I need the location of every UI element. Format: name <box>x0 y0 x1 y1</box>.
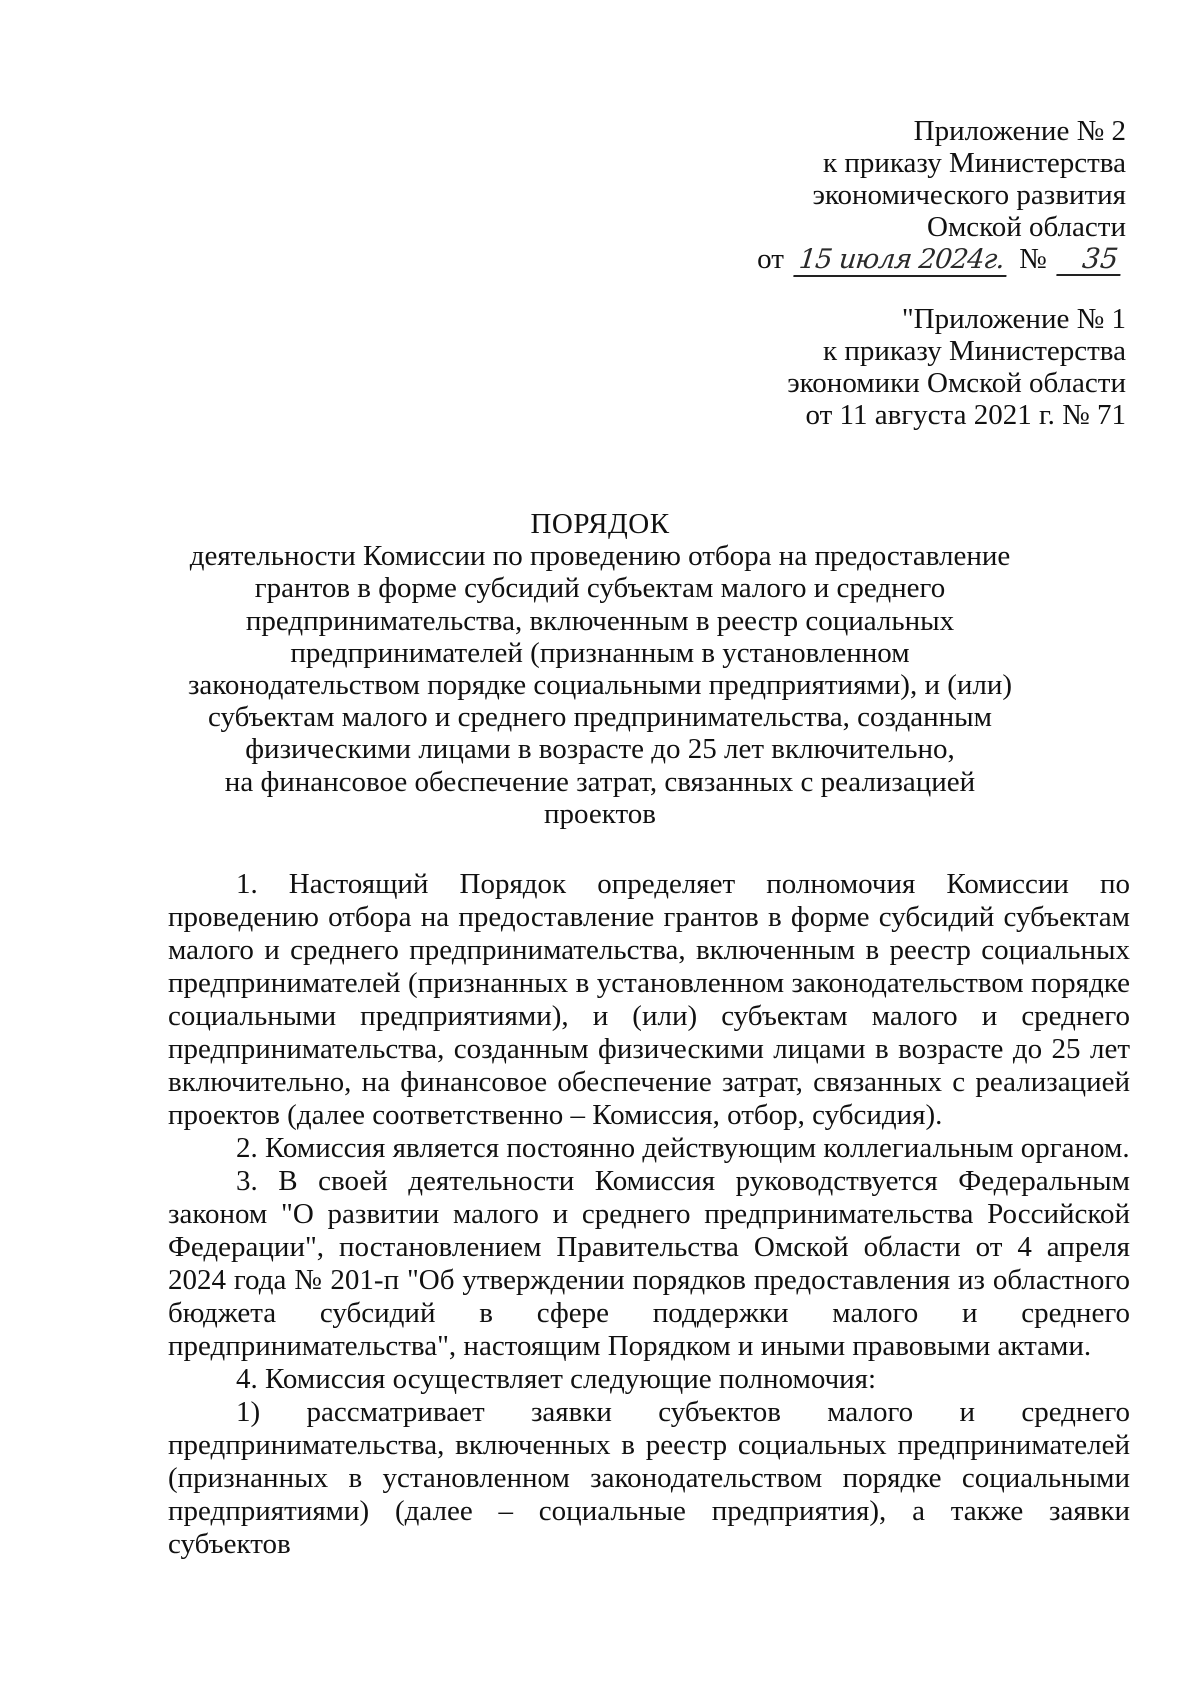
title-line: на финансовое обеспечение затрат, связанных с реализацией <box>224 765 976 798</box>
paragraph-5: 1) рассматривает заявки субъектов малого и среднего предпринимательства, включенных в реестр социальных предпринимателей (признанных в установленном законодательством порядке социальными предприятиями) (далее – социальные предприятия), а также заявки субъектов <box>168 1396 1130 1560</box>
appendix-1-line-3: экономики Омской области <box>787 367 1126 399</box>
title-line: предпринимательства, включенным в реестр социальных <box>245 604 955 637</box>
title-line: грантов в форме субсидий субъектам малого и среднего <box>254 572 946 605</box>
paragraph-2: 2. Комиссия является постоянно действующим коллегиальным органом. <box>236 1132 1130 1164</box>
handwritten-number: 35 <box>1056 244 1123 276</box>
title-line: предпринимателей (признанным в установленном <box>290 636 910 669</box>
appendix-1-line-2: к приказу Министерства <box>823 335 1126 367</box>
prefix-ot: от <box>757 243 784 275</box>
title-line: деятельности Комиссии по проведению отбора на предоставление <box>189 540 1011 573</box>
appendix-1-line-1: "Приложение № 1 <box>901 303 1126 335</box>
document-body <box>168 868 1130 1561</box>
appendix-2-line-2: к приказу Министерства <box>823 147 1126 179</box>
appendix-2-line-3: экономического развития <box>812 179 1126 211</box>
title-line: субъектам малого и среднего предпринимательства, созданным <box>208 701 992 734</box>
appendix-2-header <box>757 115 1126 277</box>
title-subtitle <box>170 540 1030 830</box>
appendix-1-line-4: от 11 августа 2021 г. № 71 <box>805 399 1126 431</box>
title-line: проектов <box>544 797 656 830</box>
paragraph-4: 4. Комиссия осуществляет следующие полномочия: <box>236 1363 877 1395</box>
title-line: физическими лицами в возрасте до 25 лет включительно, <box>245 733 955 766</box>
number-sign: № <box>1019 243 1047 275</box>
appendix-2-line-1: Приложение № 2 <box>913 115 1126 147</box>
paragraph-1: 1. Настоящий Порядок определяет полномочия Комиссии по проведению отбора на предоставление грантов в форме субсидий субъектам малого и среднего предпринимательства, включенным в реестр социальных предпринимателей (признанных в установленном законодательством порядке социальными предприятиями), и (или) субъектам малого и среднего предпринимательства, созданным физическими лицами в возрасте до 25 лет включительно, на финансовое обеспечение затрат, связанных с реализацией проектов (далее соответственно – Комиссия, отбор, субсидия). <box>168 868 1130 1131</box>
paragraph-3: 3. В своей деятельности Комиссия руководствуется Федеральным законом "О развитии малого и среднего предпринимательства Российской Федерации", постановлением Правительства Омской области от 4 апреля 2024 года № 201-п "Об утверждении порядков предоставления из областного бюджета субсидий в сфере поддержки малого и среднего предпринимательства", настоящим Порядком и иными правовыми актами. <box>168 1165 1130 1362</box>
title-main: ПОРЯДОК <box>530 508 670 540</box>
appendix-1-header <box>787 303 1126 431</box>
document-title <box>170 508 1030 830</box>
appendix-2-date-line <box>757 243 1126 277</box>
title-line: законодательством порядке социальными предприятиями), и (или) <box>187 669 1013 702</box>
handwritten-date: 15 июля 2024г. <box>793 245 1009 277</box>
appendix-2-line-4: Омской области <box>927 211 1126 243</box>
